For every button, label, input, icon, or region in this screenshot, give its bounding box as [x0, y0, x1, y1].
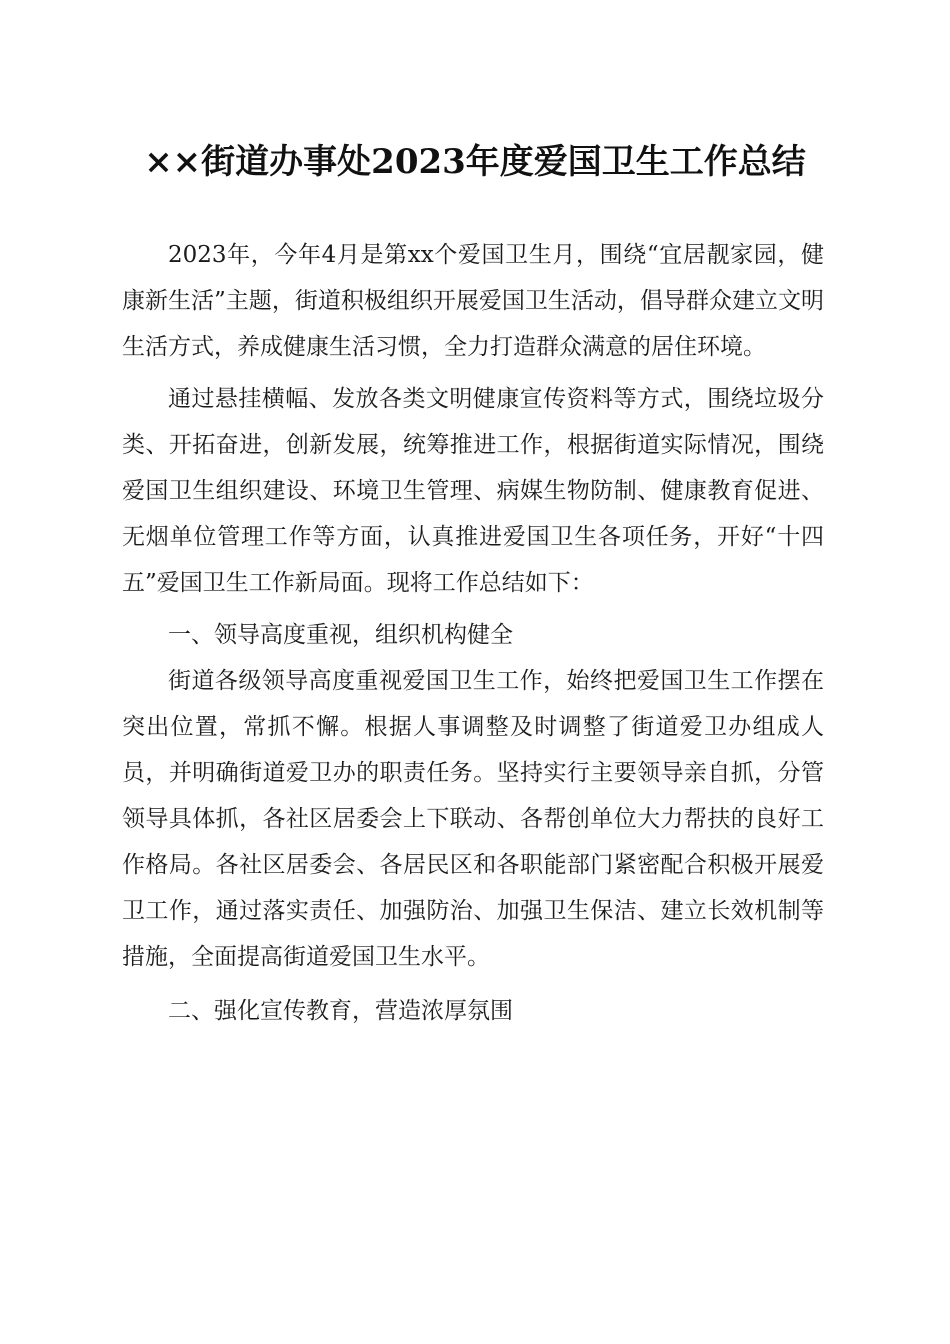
- section-1-heading: 一、领导高度重视，组织机构健全: [168, 622, 513, 648]
- document-body: [122, 232, 824, 1034]
- overview-paragraph: 通过悬挂横幅、发放各类文明健康宣传资料等方式，围绕垃圾分类、开拓奋进，创新发展，统筹推进工作，根据街道实际情况，围绕爱国卫生组织建设、环境卫生管理、病媒生物防制、健康教育促进、无烟单位管理工作等方面，认真推进爱国卫生各项任务，开好“十四五”爱国卫生工作新局面。现将工作总结如下：: [122, 386, 824, 596]
- intro-paragraph: 2023年，今年4月是第xx个爱国卫生月，围绕“宜居靓家园，健康新生活”主题，街道积极组织开展爱国卫生活动，倡导群众建立文明生活方式，养成健康生活习惯，全力打造群众满意的居住环境。: [122, 242, 824, 360]
- section-2-heading: 二、强化宣传教育，营造浓厚氛围: [168, 998, 513, 1024]
- document-title: ××街道办事处2023年度爱国卫生工作总结: [144, 142, 806, 182]
- section-1-paragraph: 街道各级领导高度重视爱国卫生工作，始终把爱国卫生工作摆在突出位置，常抓不懈。根据人事调整及时调整了街道爱卫办组成人员，并明确街道爱卫办的职责任务。坚持实行主要领导亲自抓，分管领导具体抓，各社区居委会上下联动、各帮创单位大力帮扶的良好工作格局。各社区居委会、各居民区和各职能部门紧密配合积极开展爱卫工作，通过落实责任、加强防治、加强卫生保洁、建立长效机制等措施，全面提高街道爱国卫生水平。: [122, 668, 824, 970]
